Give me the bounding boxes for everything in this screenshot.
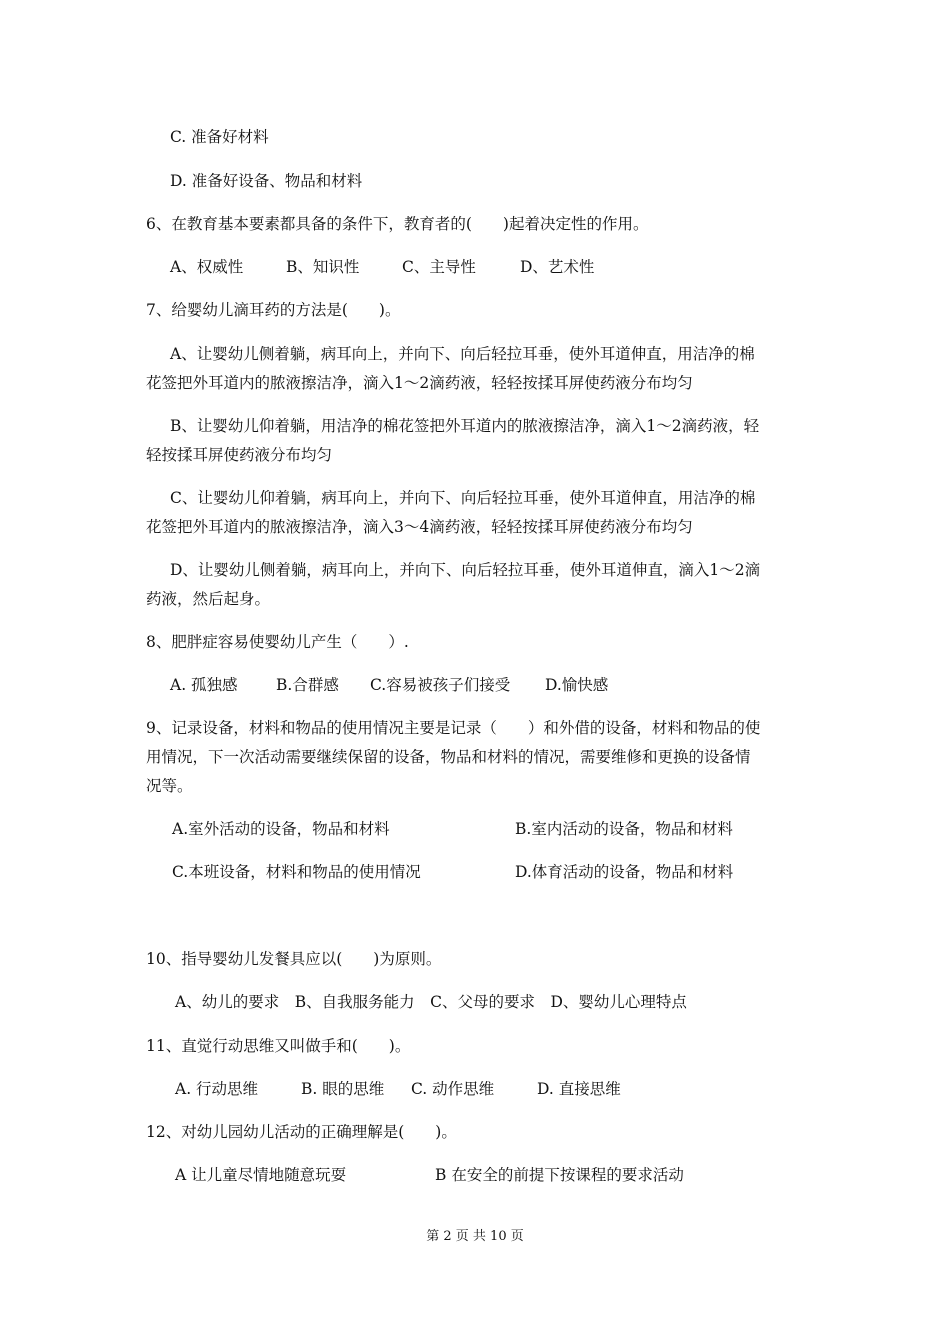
q7-option-c-line1: C、让婴幼儿仰着躺，病耳向上，并向下、向后轻拉耳垂，使外耳道伸直，用洁净的棉 xyxy=(170,489,756,507)
q9-stem-line3: 况等。 xyxy=(146,777,193,795)
q9-option-d: D.体育活动的设备，物品和材料 xyxy=(515,863,734,881)
q7-option-a-line1: A、让婴幼儿侧着躺，病耳向上，并向下、向后轻拉耳垂，使外耳道伸直，用洁净的棉 xyxy=(170,345,755,363)
q8-option-b: B.合群感 xyxy=(276,676,339,694)
q12-option-b: B 在安全的前提下按课程的要求活动 xyxy=(435,1166,684,1184)
q7-option-d-line2: 药液，然后起身。 xyxy=(146,590,271,608)
q8-option-a: A. 孤独感 xyxy=(170,676,238,694)
q9-option-a: A.室外活动的设备，物品和材料 xyxy=(172,820,390,838)
q5-option-c: C. 准备好材料 xyxy=(170,128,269,146)
q7-option-d-line1: D、让婴幼儿侧着躺，病耳向上，并向下、向后轻拉耳垂，使外耳道伸直，滴入1～2滴 xyxy=(170,561,761,579)
q11-option-c: C. 动作思维 xyxy=(411,1080,495,1098)
q8-stem: 8、肥胖症容易使婴幼儿产生（ ）. xyxy=(146,633,409,651)
q7-option-a-line2: 花签把外耳道内的脓液擦洁净，滴入1～2滴药液，轻轻按揉耳屏使药液分布均匀 xyxy=(146,374,693,392)
q6-option-d: D、艺术性 xyxy=(520,258,595,276)
q5-option-d: D. 准备好设备、物品和材料 xyxy=(170,172,363,190)
q6-option-b: B、知识性 xyxy=(286,258,360,276)
q9-option-b: B.室内活动的设备，物品和材料 xyxy=(515,820,733,838)
q7-option-c-line2: 花签把外耳道内的脓液擦洁净，滴入3～4滴药液，轻轻按揉耳屏使药液分布均匀 xyxy=(146,518,693,536)
q12-stem: 12、对幼儿园幼儿活动的正确理解是( )。 xyxy=(146,1123,457,1141)
q9-option-c: C.本班设备，材料和物品的使用情况 xyxy=(172,863,421,881)
q10-stem: 10、指导婴幼儿发餐具应以( )为原则。 xyxy=(146,950,442,968)
q6-option-a: A、权威性 xyxy=(170,258,244,276)
page-number: 第 2 页 共 10 页 xyxy=(426,1229,524,1244)
q7-stem: 7、给婴幼儿滴耳药的方法是( )。 xyxy=(146,301,401,319)
q7-option-b-line1: B、让婴幼儿仰着躺，用洁净的棉花签把外耳道内的脓液擦洁净，滴入1～2滴药液，轻 xyxy=(170,417,760,435)
q11-option-b: B. 眼的思维 xyxy=(301,1080,385,1098)
q11-stem: 11、直觉行动思维又叫做手和( )。 xyxy=(146,1037,411,1055)
q6-stem: 6、在教育基本要素都具备的条件下，教育者的( )起着决定性的作用。 xyxy=(146,215,649,233)
q8-option-d: D.愉快感 xyxy=(545,676,609,694)
q8-option-c: C.容易被孩子们接受 xyxy=(370,676,511,694)
q11-option-a: A. 行动思维 xyxy=(175,1080,259,1098)
q12-option-a: A 让儿童尽情地随意玩耍 xyxy=(175,1166,347,1184)
q9-stem-line1: 9、记录设备，材料和物品的使用情况主要是记录（ ）和外借的设备，材料和物品的使 xyxy=(146,719,761,737)
q10-options: A、幼儿的要求 B、自我服务能力 C、父母的要求 D、婴幼儿心理特点 xyxy=(175,993,687,1011)
q6-option-c: C、主导性 xyxy=(402,258,476,276)
q7-option-b-line2: 轻按揉耳屏使药液分布均匀 xyxy=(146,446,333,464)
q9-stem-line2: 用情况，下一次活动需要继续保留的设备，物品和材料的情况，需要维修和更换的设备情 xyxy=(146,748,751,766)
q11-option-d: D. 直接思维 xyxy=(537,1080,621,1098)
